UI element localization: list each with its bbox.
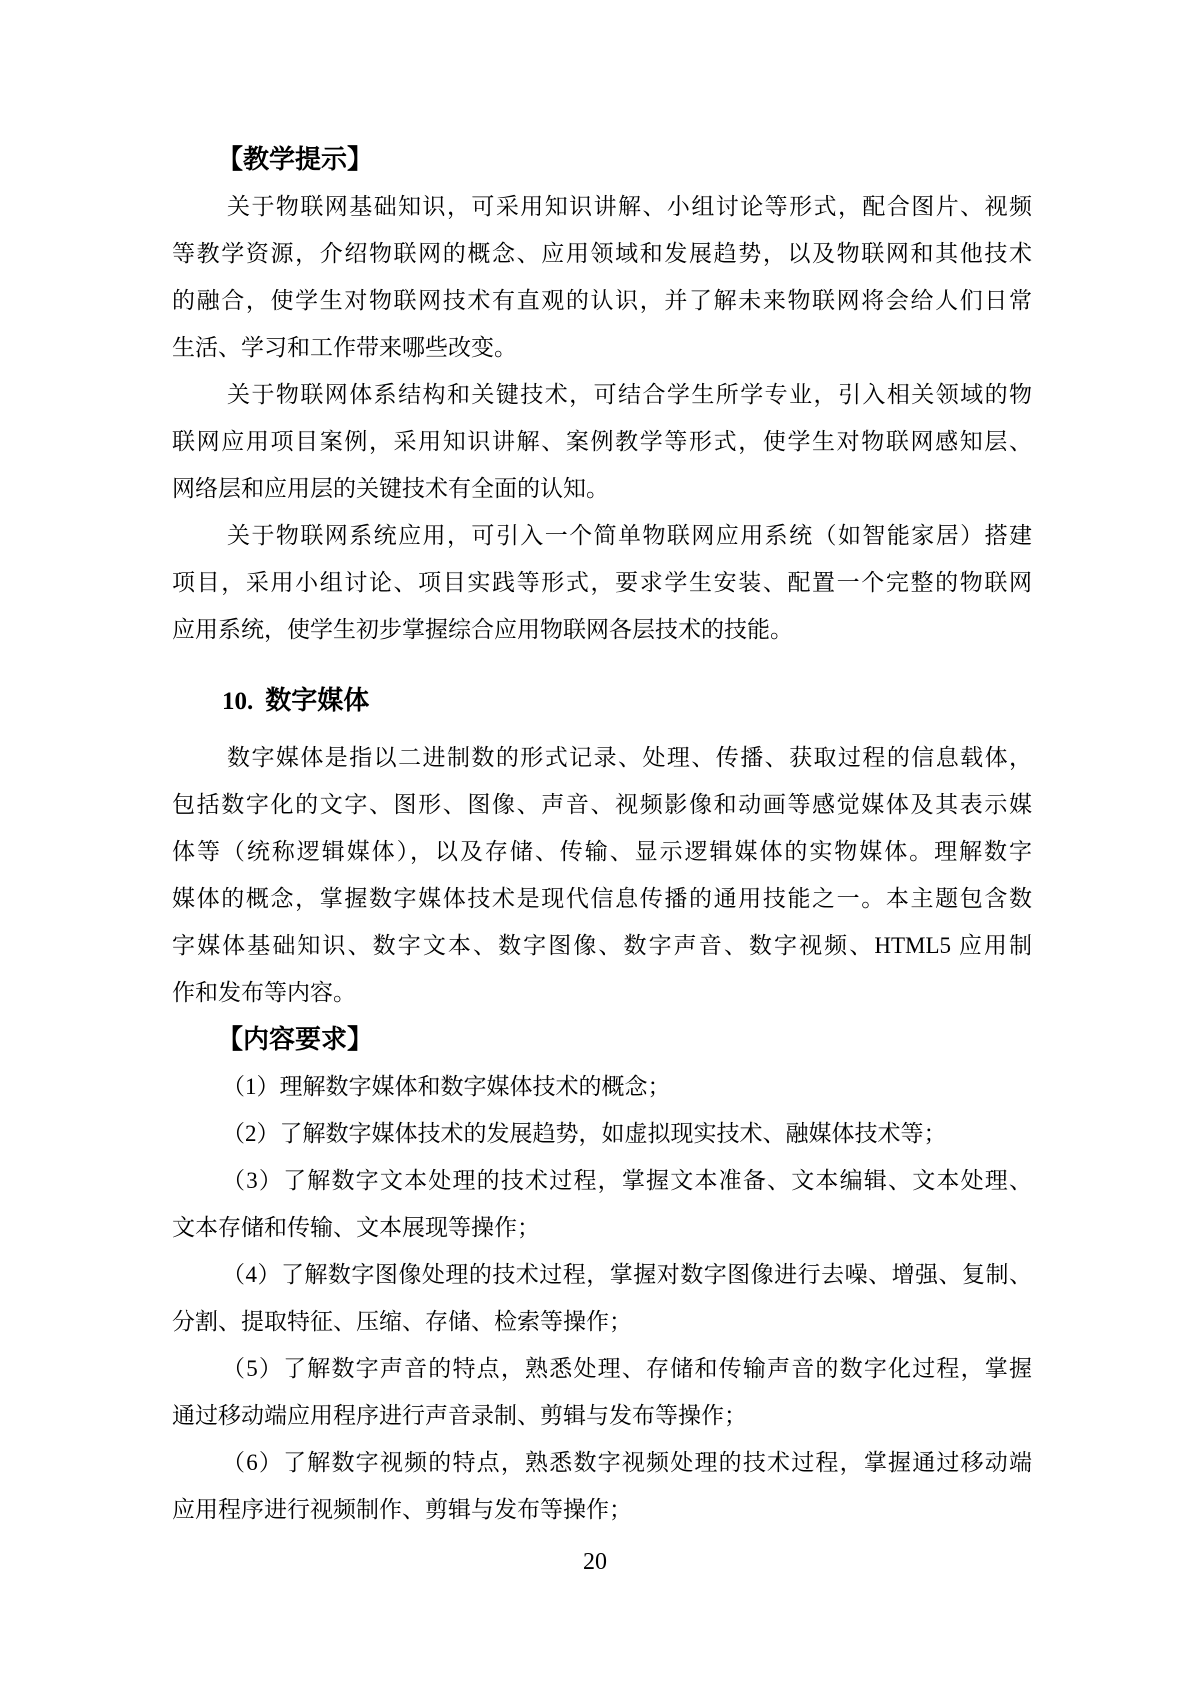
text-line: 关于物联网体系结构和关键技术，可结合学生所学专业，引入相关领域的物 — [227, 382, 1032, 407]
paragraph-iot-application — [172, 512, 1032, 653]
text-line: 应用系统，使学生初步掌握综合应用物联网各层技术的技能。 — [172, 617, 793, 642]
section-heading-digital-media — [172, 677, 1032, 724]
section-heading-teaching-tips: 【教学提示】 — [217, 144, 374, 174]
text-line: 字媒体基础知识、数字文本、数字图像、数字声音、数字视频、HTML5 应用制 — [172, 933, 1032, 958]
heading-title: 数字媒体 — [265, 685, 370, 715]
requirement-item-1 — [172, 1063, 1032, 1110]
text-line: 等教学资源，介绍物联网的概念、应用领域和发展趋势，以及物联网和其他技术 — [172, 241, 1032, 266]
text-line: 分割、提取特征、压缩、存储、检索等操作； — [172, 1309, 632, 1334]
requirement-item-3 — [172, 1157, 1032, 1251]
text-line: （6）了解数字视频的特点，熟悉数字视频处理的技术过程，掌握通过移动端 — [222, 1450, 1032, 1475]
text-line: 项目，采用小组讨论、项目实践等形式，要求学生安装、配置一个完整的物联网 — [172, 570, 1032, 595]
text-line: 网络层和应用层的关键技术有全面的认知。 — [172, 476, 609, 501]
text-line: 生活、学习和工作带来哪些改变。 — [172, 335, 517, 360]
text-line: （1）理解数字媒体和数字媒体技术的概念； — [222, 1074, 671, 1099]
text-line: （4）了解数字图像处理的技术过程，掌握对数字图像进行去噪、增强、复制、 — [222, 1262, 1032, 1287]
text-line: 媒体的概念，掌握数字媒体技术是现代信息传播的通用技能之一。本主题包含数 — [172, 886, 1032, 911]
requirement-item-5 — [172, 1345, 1032, 1439]
heading-number: 10. — [222, 688, 254, 715]
text-line: 关于物联网系统应用，可引入一个简单物联网应用系统（如智能家居）搭建 — [227, 523, 1032, 548]
text-line: 通过移动端应用程序进行声音录制、剪辑与发布等操作； — [172, 1403, 747, 1428]
text-line: 包括数字化的文字、图形、图像、声音、视频影像和动画等感觉媒体及其表示媒 — [172, 792, 1032, 817]
requirement-item-2 — [172, 1110, 1032, 1157]
text-line: 关于物联网基础知识，可采用知识讲解、小组讨论等形式，配合图片、视频 — [227, 194, 1032, 219]
text-line: 作和发布等内容。 — [172, 980, 356, 1005]
text-line: 数字媒体是指以二进制数的形式记录、处理、传播、获取过程的信息载体， — [227, 745, 1032, 770]
text-line: 应用程序进行视频制作、剪辑与发布等操作； — [172, 1497, 632, 1522]
text-line: （3）了解数字文本处理的技术过程，掌握文本准备、文本编辑、文本处理、 — [222, 1168, 1032, 1193]
text-line: 文本存储和传输、文本展现等操作； — [172, 1215, 540, 1240]
paragraph-digital-media-intro — [172, 734, 1032, 1016]
paragraph-iot-basics — [172, 183, 1032, 371]
text-line: 联网应用项目案例，采用知识讲解、案例教学等形式，使学生对物联网感知层、 — [172, 429, 1032, 454]
requirement-item-4 — [172, 1251, 1032, 1345]
text-line: （5）了解数字声音的特点，熟悉处理、存储和传输声音的数字化过程，掌握 — [222, 1356, 1032, 1381]
text-line: 体等（统称逻辑媒体），以及存储、传输、显示逻辑媒体的实物媒体。理解数字 — [172, 839, 1032, 864]
page-number: 20 — [583, 1549, 607, 1575]
document-content — [172, 136, 1032, 1533]
section-heading-content-requirements: 【内容要求】 — [217, 1024, 374, 1054]
paragraph-iot-architecture — [172, 371, 1032, 512]
text-line: 的融合，使学生对物联网技术有直观的认识，并了解未来物联网将会给人们日常 — [172, 288, 1032, 313]
requirement-item-6 — [172, 1439, 1032, 1533]
text-line: （2）了解数字媒体技术的发展趋势，如虚拟现实技术、融媒体技术等； — [222, 1121, 947, 1146]
